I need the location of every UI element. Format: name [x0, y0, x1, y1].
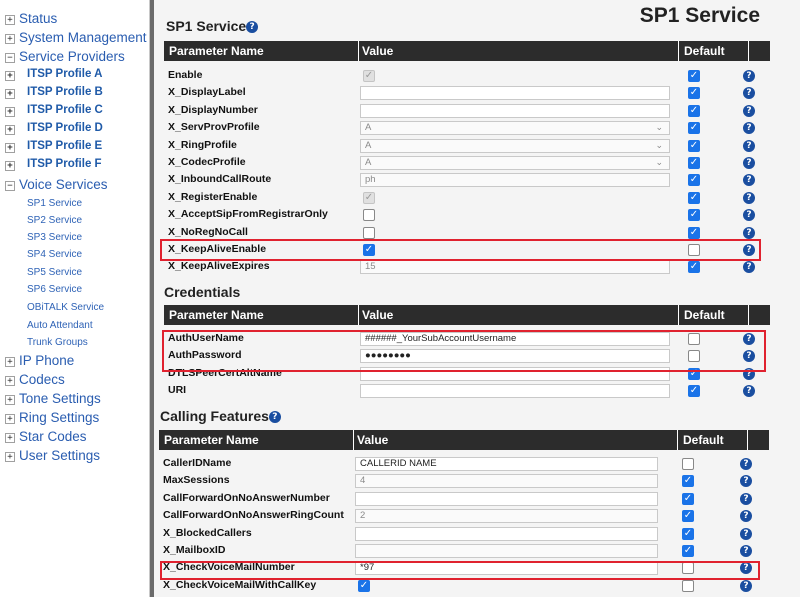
sidebar-item-auto-attendant[interactable]	[27, 320, 167, 334]
table-row	[159, 507, 769, 525]
sidebar-item-label: ITSP Profile F	[27, 158, 102, 170]
parameter-name: X_ServProvProfile	[168, 121, 260, 134]
sidebar-item-label: SP4 Service	[27, 249, 83, 260]
parameter-name: X_CodecProfile	[168, 156, 246, 168]
section-title-credentials-label: Credentials	[164, 284, 241, 300]
sidebar-item-sp6-service[interactable]	[27, 284, 167, 298]
table-header	[164, 305, 770, 325]
parameter-name: X_AcceptSipFromRegistrarOnly	[168, 208, 328, 221]
table-row	[164, 119, 770, 137]
sidebar-item-trunk-groups[interactable]	[27, 337, 167, 351]
parameter-name: X_CheckVoiceMailNumber	[163, 561, 295, 574]
value-input[interactable]: ph	[360, 173, 670, 187]
sidebar-item-label: OBiTALK Service	[27, 302, 105, 313]
parameter-name: URI	[168, 384, 187, 397]
value-select[interactable]	[360, 156, 670, 170]
default-checkbox[interactable]: ✓	[683, 510, 693, 522]
sidebar-item-label: Trunk Groups	[27, 337, 88, 348]
column-header-param: Parameter Name	[159, 430, 354, 450]
value-input[interactable]: 15	[360, 260, 670, 274]
parameter-name: X_CheckVoiceMailWithCallKey	[163, 578, 317, 591]
help-icon[interactable]: ?	[743, 122, 755, 134]
default-checkbox[interactable]: ✓	[689, 191, 699, 203]
parameter-name: AuthPassword	[168, 349, 242, 362]
sidebar-item-user-settings[interactable]	[5, 448, 145, 465]
default-checkbox[interactable]: ✓	[689, 157, 699, 168]
parameter-name: X_InboundCallRoute	[168, 173, 272, 186]
value-input[interactable]	[355, 492, 658, 506]
column-header-param: Parameter Name	[164, 305, 359, 325]
sidebar-item-label: SP3 Service	[27, 232, 83, 243]
help-icon[interactable]: ?	[740, 580, 752, 592]
table-row	[159, 525, 769, 543]
sidebar-item-label: Star Codes	[19, 429, 87, 444]
default-checkbox[interactable]: ✓	[689, 104, 699, 116]
value-input[interactable]	[355, 527, 658, 541]
help-icon[interactable]: ?	[269, 411, 281, 423]
parameter-name: X_MailboxID	[163, 544, 226, 556]
help-icon[interactable]: ?	[740, 562, 752, 574]
expand-icon[interactable]: +	[5, 414, 15, 424]
sidebar-item-label: ITSP Profile E	[27, 140, 103, 152]
sidebar-item-tone-settings[interactable]	[5, 391, 145, 408]
sidebar-item-voice-services[interactable]	[5, 177, 145, 194]
sidebar-item-ring-settings[interactable]	[5, 410, 145, 427]
table-row	[159, 490, 769, 508]
parameter-name: X_NoRegNoCall	[168, 225, 248, 238]
value-input[interactable]: ●●●●●●●●	[360, 349, 670, 363]
help-icon[interactable]: ?	[743, 140, 755, 152]
value-input[interactable]	[355, 544, 658, 558]
table-row	[164, 102, 770, 120]
help-icon[interactable]: ?	[743, 385, 755, 397]
default-checkbox[interactable]: ✓	[683, 545, 693, 556]
sidebar-item-itsp-profile-e[interactable]	[5, 140, 145, 156]
expand-icon[interactable]: +	[5, 452, 15, 462]
parameter-name: CallerIDName	[163, 457, 232, 469]
sidebar-item-label: Auto Attendant	[27, 320, 93, 331]
default-checkbox[interactable]	[682, 458, 694, 470]
help-icon[interactable]: ?	[740, 475, 752, 487]
expand-icon[interactable]: +	[5, 357, 15, 367]
help-icon[interactable]: ?	[743, 368, 755, 380]
parameter-name: Enable	[168, 69, 203, 81]
parameter-name: X_RegisterEnable	[168, 190, 258, 203]
highlight-box	[160, 561, 760, 580]
table-row	[164, 171, 770, 189]
help-icon[interactable]: ?	[743, 174, 755, 186]
value-input[interactable]: CALLERID NAME	[355, 457, 658, 471]
sidebar-item-label: Voice Services	[19, 177, 108, 192]
column-header-default: Default	[678, 430, 748, 450]
table-row	[164, 258, 770, 276]
table-row	[164, 206, 770, 224]
help-icon[interactable]: ?	[743, 261, 755, 273]
sidebar-item-sp2-service[interactable]	[27, 215, 167, 229]
sidebar-item-ip-phone[interactable]	[5, 353, 145, 370]
parameter-name: X_KeepAliveExpires	[168, 260, 270, 273]
help-icon[interactable]: ?	[740, 458, 752, 470]
sidebar-item-status[interactable]	[5, 11, 145, 28]
expand-icon[interactable]: +	[5, 161, 15, 171]
sidebar-item-codecs[interactable]	[5, 372, 145, 389]
table-row	[159, 542, 769, 560]
sidebar	[0, 0, 150, 597]
sidebar-item-label: Service Providers	[19, 49, 125, 64]
sidebar-item-sp1-service[interactable]	[27, 198, 167, 212]
sidebar-item-label: System Management	[19, 30, 147, 45]
sidebar-item-label: SP5 Service	[27, 267, 83, 278]
help-icon[interactable]: ?	[740, 545, 752, 557]
parameter-name: MaxSessions	[163, 474, 230, 487]
sidebar-item-itsp-profile-a[interactable]	[5, 68, 145, 84]
chevron-down-icon[interactable]: ⌄	[655, 139, 663, 150]
expand-icon[interactable]: +	[5, 125, 15, 135]
table-row	[164, 189, 770, 207]
column-header-default: Default	[679, 41, 749, 61]
column-header-value: Value	[357, 305, 679, 325]
table-row	[164, 67, 770, 85]
expand-icon[interactable]: +	[5, 34, 15, 44]
value-input[interactable]: *97	[355, 561, 658, 575]
help-icon[interactable]: ?	[743, 244, 755, 256]
expand-icon[interactable]: +	[5, 143, 15, 153]
sidebar-item-service-providers[interactable]	[5, 49, 145, 66]
section-title-sp1	[166, 18, 258, 34]
help-icon[interactable]: ?	[743, 70, 755, 82]
help-icon[interactable]: ?	[246, 21, 258, 33]
table-row	[164, 382, 770, 400]
sidebar-item-label: SP2 Service	[27, 215, 83, 226]
value-input[interactable]	[360, 104, 670, 118]
value-input[interactable]	[360, 384, 670, 398]
select-value: A	[365, 157, 372, 168]
sidebar-item-label: User Settings	[19, 448, 101, 463]
expand-icon[interactable]: +	[5, 89, 15, 99]
highlight-box	[160, 239, 761, 261]
sidebar-item-label: IP Phone	[19, 353, 75, 368]
expand-icon[interactable]: +	[5, 107, 15, 117]
value-select[interactable]	[360, 139, 670, 153]
help-icon[interactable]: ?	[743, 227, 755, 239]
expand-icon[interactable]: +	[5, 15, 15, 25]
value-input[interactable]: ######_YourSubAccountUsername	[360, 332, 670, 346]
sidebar-item-label: ITSP Profile B	[27, 86, 103, 98]
column-header-default: Default	[679, 305, 749, 325]
expand-icon[interactable]: +	[5, 71, 15, 81]
sidebar-item-label: ITSP Profile C	[27, 104, 103, 116]
default-checkbox[interactable]: ✓	[689, 139, 699, 151]
value-checkbox: ✓	[364, 70, 374, 81]
select-value: A	[365, 139, 372, 151]
sidebar-item-label: SP6 Service	[27, 284, 83, 295]
parameter-name: CallForwardOnNoAnswerNumber	[163, 491, 330, 504]
sidebar-item-star-codes[interactable]	[5, 429, 145, 446]
parameter-name: DTLSPeerCertAltName	[168, 366, 282, 379]
parameter-name: X_RingProfile	[168, 138, 237, 151]
collapse-icon[interactable]: −	[5, 181, 15, 191]
table-header	[164, 41, 770, 61]
sidebar-item-system-management[interactable]	[5, 30, 145, 47]
value-checkbox[interactable]: ✓	[359, 579, 369, 591]
default-checkbox[interactable]: ✓	[689, 122, 699, 134]
chevron-down-icon[interactable]: ⌄	[655, 157, 663, 167]
sidebar-item-label: Ring Settings	[19, 410, 100, 425]
table-row	[164, 154, 770, 172]
help-icon[interactable]: ?	[740, 493, 752, 505]
expand-icon[interactable]: +	[5, 376, 15, 386]
sidebar-item-itsp-profile-f[interactable]	[5, 158, 145, 174]
sidebar-item-obitalk-service[interactable]	[27, 302, 167, 316]
column-header-value: Value	[352, 430, 678, 450]
help-icon[interactable]: ?	[743, 333, 755, 345]
section-title-sp1-label: SP1 Service	[166, 18, 247, 34]
table-header	[159, 430, 769, 450]
help-icon[interactable]: ?	[740, 510, 752, 522]
sidebar-item-itsp-profile-b[interactable]	[5, 86, 145, 102]
help-icon[interactable]: ?	[743, 87, 755, 99]
table-row	[159, 455, 769, 473]
default-checkbox[interactable]: ✓	[689, 385, 699, 397]
parameter-name: X_KeepAliveEnable	[168, 243, 267, 255]
expand-icon[interactable]: +	[5, 433, 15, 443]
section-title-calling-label: Calling Features	[160, 408, 269, 424]
section-title-calling-features	[160, 408, 281, 424]
value-checkbox: ✓	[364, 191, 374, 203]
default-checkbox[interactable]: ✓	[689, 261, 699, 273]
sidebar-item-sp5-service[interactable]	[27, 267, 167, 281]
table-row	[164, 137, 770, 155]
help-icon[interactable]: ?	[743, 192, 755, 204]
highlight-box	[162, 330, 766, 372]
sidebar-item-label: Codecs	[19, 372, 65, 387]
sidebar-item-label: SP1 Service	[27, 198, 83, 209]
column-header-value: Value	[357, 41, 679, 61]
value-checkbox[interactable]: ✓	[364, 244, 374, 255]
parameter-name: X_BlockedCallers	[163, 526, 252, 539]
sidebar-item-itsp-profile-c[interactable]	[5, 104, 145, 120]
sidebar-item-label: Tone Settings	[19, 391, 101, 406]
value-select[interactable]	[360, 121, 670, 135]
parameter-name: X_DisplayNumber	[168, 103, 258, 116]
parameter-name: CallForwardOnNoAnswerRingCount	[163, 509, 344, 522]
table-row	[159, 472, 769, 490]
help-icon[interactable]: ?	[743, 105, 755, 117]
sidebar-item-label: Status	[19, 11, 58, 26]
sidebar-item-sp3-service[interactable]	[27, 232, 167, 246]
help-icon[interactable]: ?	[740, 528, 752, 540]
default-checkbox[interactable]: ✓	[683, 475, 693, 487]
sidebar-item-label: ITSP Profile D	[27, 122, 103, 134]
value-checkbox[interactable]	[363, 227, 375, 239]
section-title-credentials	[164, 284, 240, 300]
default-checkbox[interactable]: ✓	[689, 226, 699, 238]
page-title: SP1 Service	[639, 4, 760, 27]
table-row	[164, 84, 770, 102]
sidebar-item-itsp-profile-d[interactable]	[5, 122, 145, 138]
default-checkbox[interactable]	[682, 580, 694, 592]
sidebar-item-label: ITSP Profile A	[27, 68, 103, 80]
value-input[interactable]: 4	[355, 474, 658, 488]
chevron-down-icon[interactable]: ⌄	[655, 122, 663, 133]
value-checkbox[interactable]	[363, 209, 375, 221]
default-checkbox[interactable]: ✓	[689, 87, 699, 99]
default-checkbox[interactable]: ✓	[683, 492, 693, 504]
default-checkbox[interactable]: ✓	[689, 209, 699, 221]
select-value: A	[365, 122, 372, 134]
sp1-service-table	[164, 41, 760, 271]
help-icon[interactable]: ?	[743, 209, 755, 221]
default-checkbox[interactable]: ✓	[689, 367, 699, 379]
default-checkbox[interactable]: ✓	[689, 174, 699, 186]
main-content	[154, 0, 800, 597]
default-checkbox[interactable]: ✓	[683, 527, 693, 539]
collapse-icon[interactable]: −	[5, 53, 15, 63]
parameter-name: AuthUserName	[168, 332, 244, 344]
sidebar-item-sp4-service[interactable]	[27, 249, 167, 263]
expand-icon[interactable]: +	[5, 395, 15, 405]
column-header-param: Parameter Name	[164, 41, 359, 61]
help-icon[interactable]: ?	[743, 157, 755, 169]
parameter-name: X_DisplayLabel	[168, 86, 246, 99]
help-icon[interactable]: ?	[743, 350, 755, 362]
value-input[interactable]: 2	[355, 509, 658, 523]
default-checkbox[interactable]: ✓	[689, 70, 699, 81]
value-input[interactable]	[360, 86, 670, 100]
